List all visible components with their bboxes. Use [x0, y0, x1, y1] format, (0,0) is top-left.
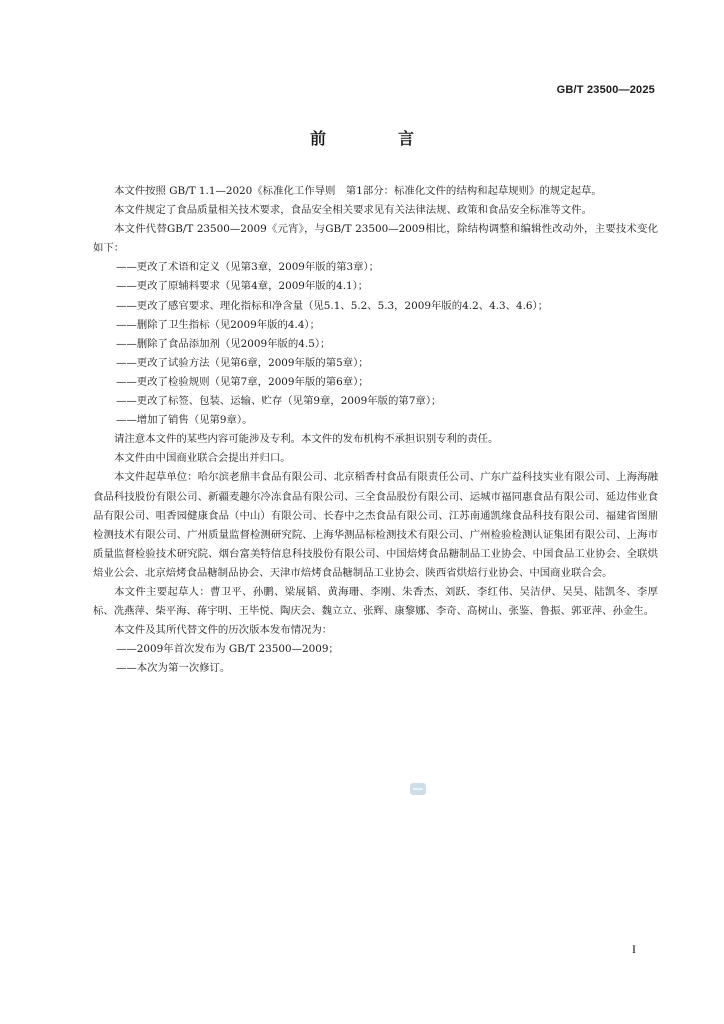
change-item: ——增加了销售（见第9章）。 [116, 414, 253, 427]
proposer-statement: 本文件由中国商业联合会提出并归口。 [114, 452, 291, 465]
version-item: ——本次为第一次修订。 [116, 662, 231, 675]
change-item: ——更改了术语和定义（见第3章，2009年版的第3章）； [116, 261, 380, 274]
standard-number: GB/T 23500—2025 [556, 84, 655, 96]
paragraph: 本文件规定了食品质量相关技术要求，食品安全相关要求见有关法律法规、政策和食品安全标准等文件。 [114, 204, 592, 217]
paragraph: 本文件按照 GB/T 1.1—2020《标准化工作导则 第1部分：标准化文件的结构和起草规则》的规定起草。 [114, 185, 602, 197]
change-item: ——删除了食品添加剂（见2009年版的4.5）； [116, 337, 331, 350]
watermark-logo-icon [410, 783, 426, 795]
page-number: I [632, 942, 636, 956]
change-item: ——删除了卫生指标（见2009年版的4.4）； [116, 318, 321, 331]
change-item: ——更改了原辅料要求（见第4章，2009年版的4.1）； [116, 280, 369, 293]
change-item: ——更改了标签、包装、运输、贮存（见第9章，2009年版的第7章）； [116, 395, 442, 408]
drafting-units: 本文件起草单位：哈尔滨老鼎丰食品有限公司、北京稻香村食品有限责任公司、广东广益科技实业有限公司、上海海融食品科技股份有限公司、新疆麦趣尔冷冻食品有限公司、三全食品股份有限公司、运城市福同惠食品有限公司、延边伟业食品有限公司、咀香园健康食品（中山）有限公司、长春中之杰食品有限公司、江苏南通凯缘食品科技有限公司、福建省图鼎检测技术有限公司、广州质量监督检测研究院、上海华测品标检测技术有限公司、广州检验检测认证集团有限公司、上海市质量监督检验技术研究院、烟台富美特信息科技股份有限公司、中国焙烤食品糖制品工业协会、中国食品工业协会、全联烘焙业公会、北京焙烤食品糖制品协会、天津市焙烤食品糖制品工业协会、陕西省烘焙行业协会、中国商业联合会。 [93, 471, 658, 579]
change-item: ——更改了检验规则（见第7章，2009年版的第6章）； [116, 375, 369, 388]
change-item: ——更改了试验方法（见第6章，2009年版的第5章）； [116, 356, 369, 369]
page-title: 前 言 [309, 129, 442, 148]
version-item: ——2009年首次发布为 GB/T 23500—2009； [116, 643, 339, 656]
paragraph: 本文件代替GB/T 23500—2009《元宵》，与GB/T 23500—2009相比，除结构调整和编辑性改动外，主要技术变化如下： [93, 223, 658, 255]
drafters: 本文件主要起草人：曹卫平、孙鹏、梁展韬、黄海珊、李刚、朱香杰、刘跃、李红伟、吴洁伊、吴昊、陆凯冬、李厚标、冼燕萍、柴平海、蒋宇明、王毕悦、陶庆会、魏立立、张辉、康黎娜、李奇、高树山、张鉴、鲁振、郭亚萍、孙金生。 [93, 585, 658, 618]
change-item: ——更改了感官要求、理化指标和净含量（见5.1、5.2、5.3，2009年版的4.2、4.3、4.6）； [116, 299, 549, 312]
patent-notice: 请注意本文件的某些内容可能涉及专利。本文件的发布机构不承担识别专利的责任。 [114, 433, 499, 446]
document-body [93, 182, 658, 678]
version-history-intro: 本文件及其所代替文件的历次版本发布情况为： [114, 624, 333, 637]
